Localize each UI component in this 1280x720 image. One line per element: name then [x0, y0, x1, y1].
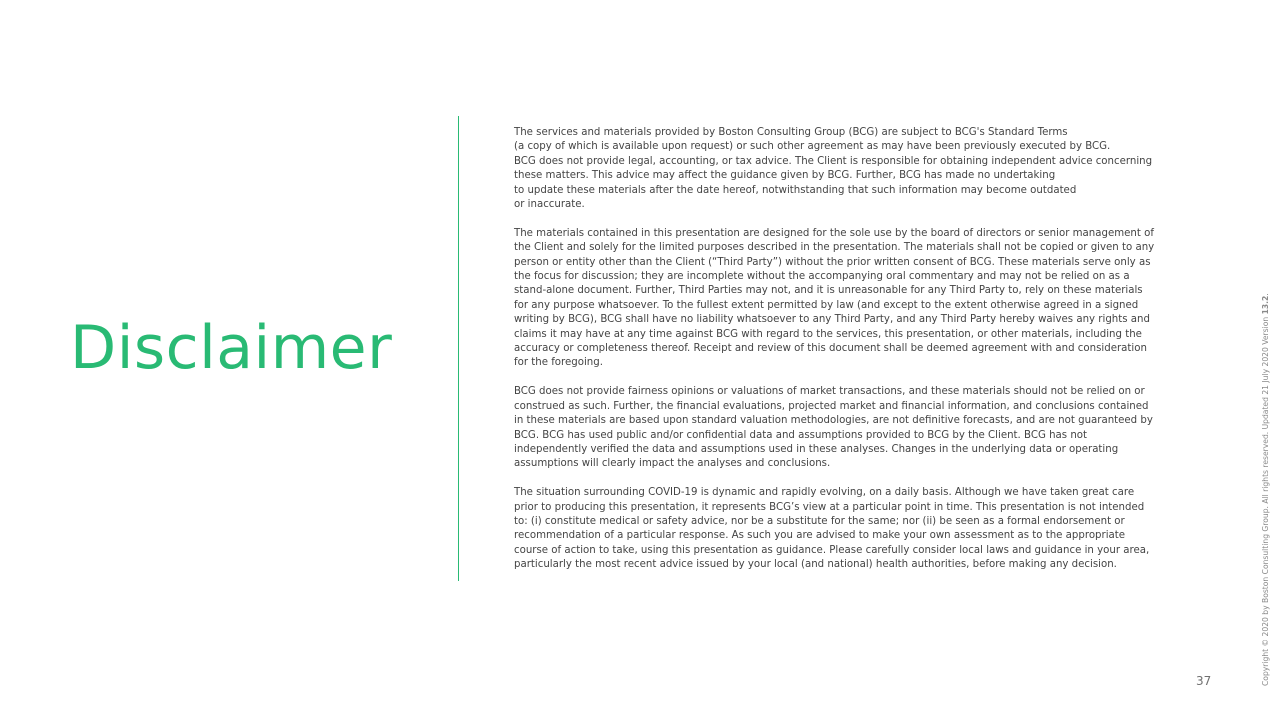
- disclaimer-body: [514, 126, 1214, 573]
- copyright-text: Copyright © 2020 by Boston Consulting Group. All rights reserved. Updated 21 July 2020 Version: [1261, 314, 1270, 686]
- vertical-divider: [458, 116, 459, 581]
- copyright-version: 13.2: [1261, 295, 1270, 315]
- disclaimer-paragraph-valuations: BCG does not provide fairness opinions or valuations of market transactions, and these materials should not be relied on or construed as such. Further, the financial evaluations, projected market and financial information, and conclusions contained in these materials are based upon standard valuation methodologies, are not definitive forecasts, and are not guaranteed by BCG. BCG has used public and/or confidential data and assumptions provided to BCG by the Client. BCG has not independently verified the data and assumptions used in these analyses. Changes in the underlying data or operating assumptions will clearly impact the analyses and conclusions.: [514, 386, 1153, 470]
- page-title: Disclaimer: [70, 313, 393, 383]
- copyright-period: .: [1261, 293, 1270, 296]
- disclaimer-paragraph-terms: The services and materials provided by Boston Consulting Group (BCG) are subject to BCG's Standard Terms (a copy of which is available upon request) or such other agreement as may have been previously executed by BCG. BCG does not provide legal, accounting, or tax advice. The Client is responsible for obtaining independent advice concerning these matters. This advice may affect the guidance given by BCG. Further, BCG has made no undertaking to update these materials after the date hereof, notwithstanding that such information may become outdated or inaccurate.: [514, 127, 1153, 211]
- disclaimer-paragraph-covid: The situation surrounding COVID-19 is dynamic and rapidly evolving, on a daily basis. Although we have taken great care prior to producing this presentation, it represents BCG’s view at a particular point in time. This presentation is not intended to: (i) constitute medical or safety advice, nor be a substitute for the same; nor (ii) be seen as a formal endorsement or recommendation of a particular response. As such you are advised to make your own assessment as to the appropriate course of action to take, using this presentation as guidance. Please carefully consider local laws and guidance in your area, particularly the most recent advice issued by your local (and national) health authorities, before making any decision.: [514, 487, 1150, 571]
- disclaimer-paragraph-usage: The materials contained in this presentation are designed for the sole use by the board of directors or senior management of the Client and solely for the limited purposes described in the presentation. The materials shall not be copied or given to any person or entity other than the Client (“Third Party”) without the prior written consent of BCG. These materials serve only as the focus for discussion; they are incomplete without the accompanying oral commentary and may not be relied on as a stand-alone document. Further, Third Parties may not, and it is unreasonable for any Third Party to, rely on these materials for any purpose whatsoever. To the fullest extent permitted by law (and except to the extent otherwise agreed in a signed writing by BCG), BCG shall have no liability whatsoever to any Third Party, and any Third Party hereby waives any rights and claims it may have at any time against BCG with regard to the services, this presentation, or other materials, including the accuracy or completeness thereof. Receipt and review of this document shall be deemed agreement with and consideration for the foregoing.: [514, 227, 1155, 369]
- copyright-notice: [1261, 293, 1271, 686]
- page-number: 37: [1196, 674, 1212, 688]
